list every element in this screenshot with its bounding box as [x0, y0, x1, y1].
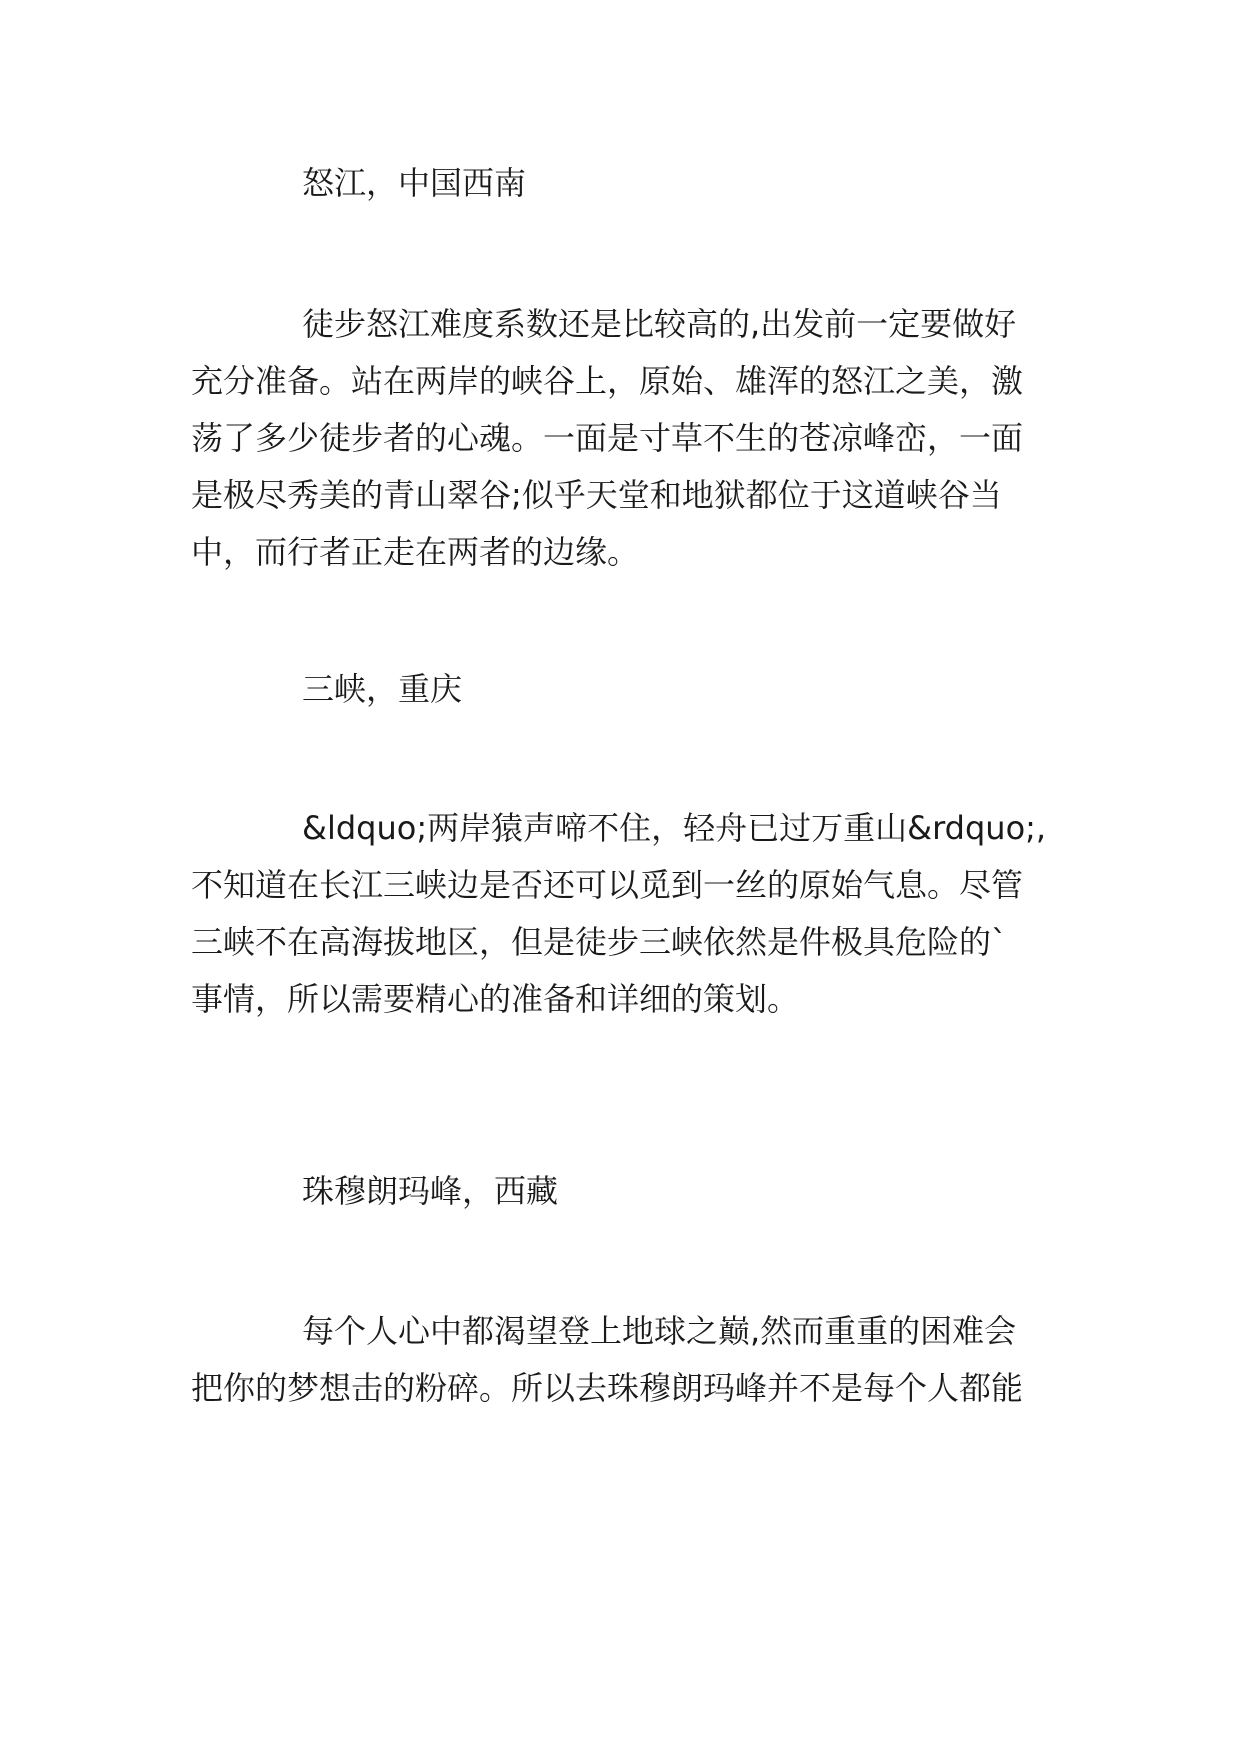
paragraph-line: 是极尽秀美的青山翠谷;似乎天堂和地狱都位于这道峡谷当	[191, 476, 1002, 514]
paragraph-nujiang	[191, 296, 1051, 581]
paragraph-everest	[191, 1303, 1051, 1417]
paragraph-line: 荡了多少徒步者的心魂。一面是寸草不生的苍凉峰峦，一面	[191, 419, 1024, 457]
paragraph-line: 三峡不在高海拔地区，但是徒步三峡依然是件极具危险的`	[191, 923, 1008, 961]
paragraph-three-gorges	[191, 800, 1051, 1028]
paragraph-line: 徒步怒江难度系数还是比较高的,出发前一定要做好	[302, 305, 1017, 343]
section-heading-everest: 珠穆朗玛峰，西藏	[302, 1172, 559, 1210]
paragraph-line: 不知道在长江三峡边是否还可以觅到一丝的原始气息。尽管	[191, 866, 1024, 904]
section-heading-nujiang: 怒江，中国西南	[302, 164, 527, 202]
paragraph-line: 事情，所以需要精心的准备和详细的策划。	[191, 980, 800, 1018]
paragraph-line: 每个人心中都渴望登上地球之巅,然而重重的困难会	[302, 1312, 1017, 1350]
paragraph-line: 把你的梦想击的粉碎。所以去珠穆朗玛峰并不是每个人都能	[191, 1369, 1024, 1407]
paragraph-line: &ldquo;两岸猿声啼不住，轻舟已过万重山&rdquo;,	[302, 809, 1047, 847]
paragraph-line: 中，而行者正走在两者的边缘。	[191, 533, 640, 571]
paragraph-line: 充分准备。站在两岸的峡谷上，原始、雄浑的怒江之美，激	[191, 362, 1024, 400]
section-heading-three-gorges: 三峡，重庆	[302, 670, 463, 708]
